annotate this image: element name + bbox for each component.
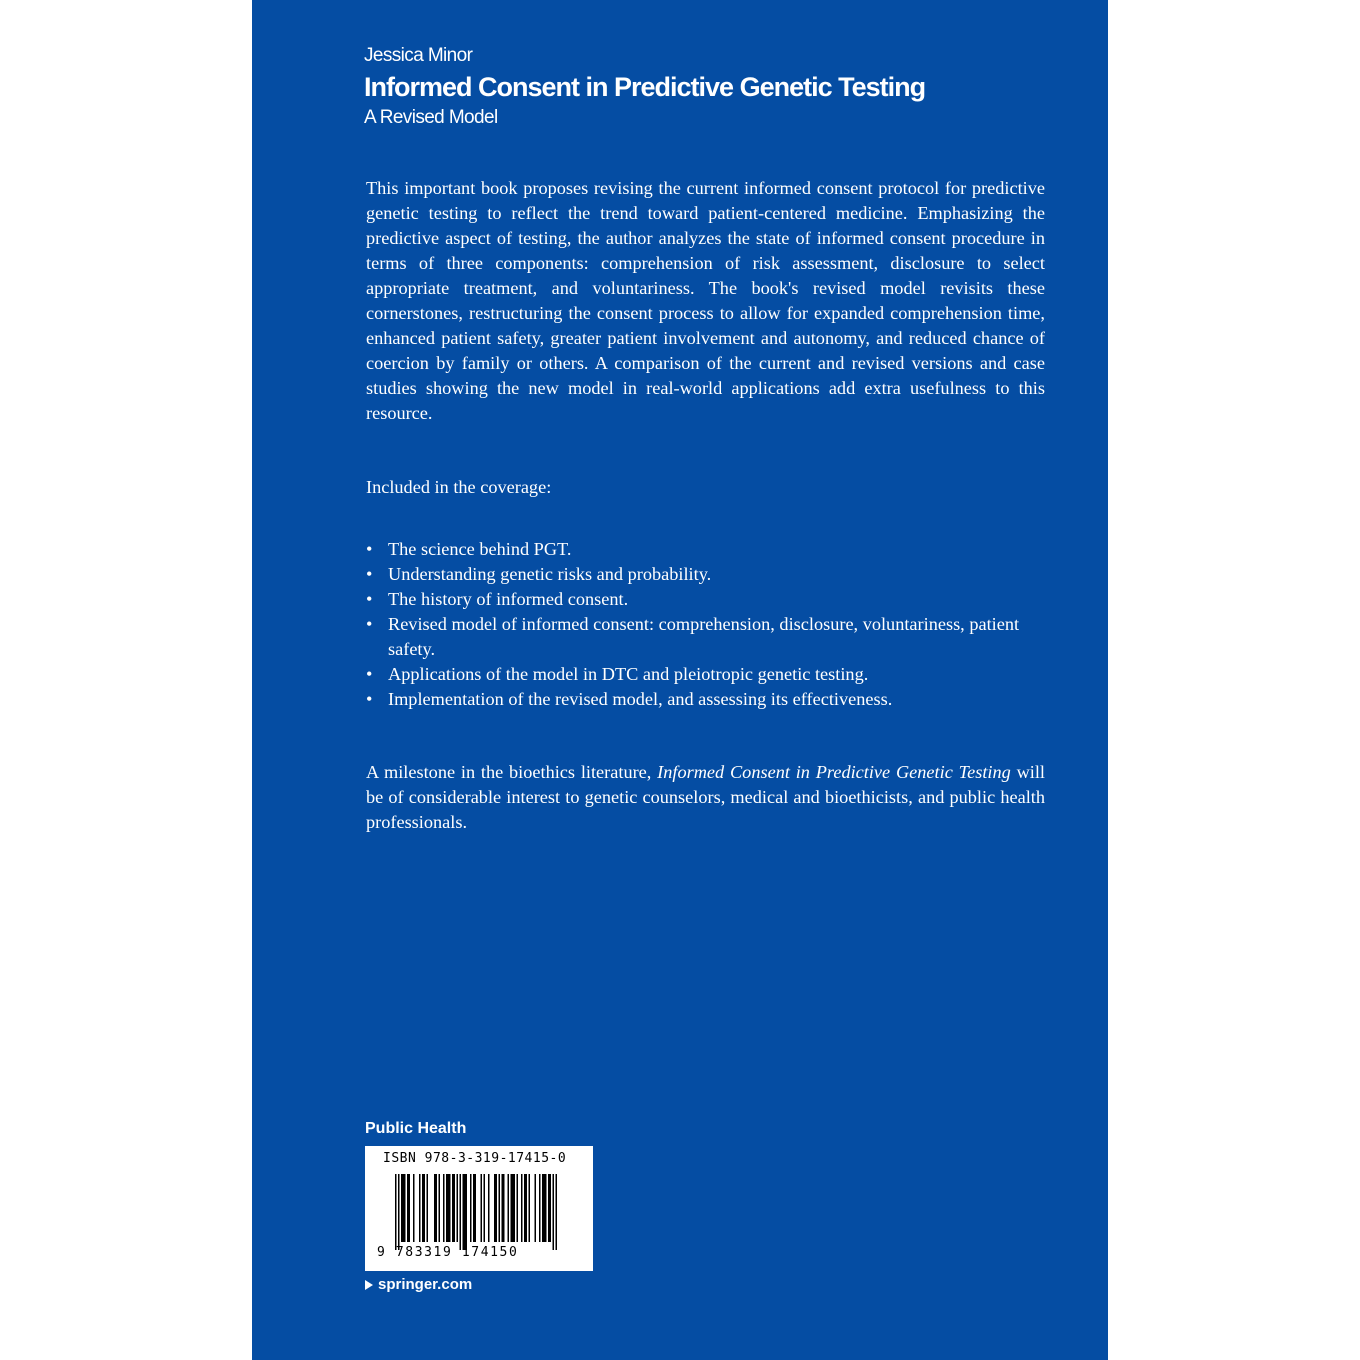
subject-category: Public Health xyxy=(365,1120,467,1137)
barcode-bar xyxy=(470,1174,472,1242)
barcode-bar xyxy=(481,1174,483,1242)
bullet-icon: • xyxy=(366,564,373,584)
barcode-bar xyxy=(553,1174,555,1250)
barcode-bar xyxy=(422,1174,425,1242)
coverage-item-text: Implementation of the revised model, and assessing its effectiveness. xyxy=(388,689,893,709)
coverage-item-text: The science behind PGT. xyxy=(388,539,572,559)
isbn-label: ISBN 978-3-319-17415-0 xyxy=(383,1151,567,1166)
bullet-icon: • xyxy=(366,664,373,684)
barcode-bar xyxy=(413,1174,415,1242)
barcode-bar xyxy=(494,1174,497,1242)
barcode-icon xyxy=(395,1174,563,1250)
closing-text-start: A milestone in the bioethics literature, xyxy=(366,762,658,782)
barcode-bar xyxy=(419,1174,421,1242)
book-subtitle: A Revised Model xyxy=(364,107,498,128)
coverage-intro: Included in the coverage: xyxy=(366,477,552,497)
barcode-bar xyxy=(499,1174,501,1242)
bullet-icon: • xyxy=(366,614,373,634)
coverage-item-text: Understanding genetic risks and probability. xyxy=(388,564,712,584)
book-header xyxy=(364,44,1004,131)
description-paragraph: This important book proposes revising the current informed consent protocol for predictive genetic testing to reflect the trend toward patient-centered medicine. Emphasizing the predictive aspect of testing, the author analyzes the state of informed consent procedure in terms of three components: comprehension of risk assessment, disclosure to select appropriate treatment, and voluntariness. The book's revised model revisits these cornerstones, restructuring the consent process to allow for expanded comprehension time, enhanced patient safety, greater patient involvement and autonomy, and reduced chance of coercion by family or others. A comparison of the current and revised versions and case studies showing the new model in real-world applications add extra usefulness to this resource. xyxy=(366,178,1045,423)
coverage-item-text: The history of informed consent. xyxy=(388,589,629,609)
barcode-bar xyxy=(556,1174,558,1250)
bullet-icon: • xyxy=(366,589,373,609)
barcode-bar xyxy=(511,1174,516,1242)
barcode-bar xyxy=(460,1174,462,1250)
book-title: Informed Consent in Predictive Genetic Testing xyxy=(364,72,926,102)
barcode-bar xyxy=(398,1174,400,1250)
list-item xyxy=(366,662,1045,687)
barcode-bar xyxy=(452,1174,455,1242)
coverage-list xyxy=(366,537,1045,712)
barcode-bar xyxy=(427,1174,429,1242)
list-item xyxy=(366,537,1045,562)
back-cover xyxy=(252,0,1108,1360)
barcode-bar xyxy=(457,1174,459,1242)
closing-book-title: Informed Consent in Predictive Genetic Testing xyxy=(657,762,1011,782)
barcode-bar xyxy=(439,1174,441,1242)
publisher-link[interactable] xyxy=(365,1275,472,1295)
barcode-bar xyxy=(484,1174,486,1242)
barcode-bar xyxy=(524,1174,527,1242)
barcode-bar xyxy=(535,1174,537,1242)
barcode-bar xyxy=(542,1174,547,1242)
isbn-barcode xyxy=(365,1146,593,1271)
barcode-bar xyxy=(473,1174,476,1242)
barcode-bar xyxy=(548,1174,551,1242)
list-item xyxy=(366,687,1045,712)
barcode-bar xyxy=(539,1174,541,1242)
bullet-icon: • xyxy=(366,689,373,709)
barcode-bar xyxy=(446,1174,451,1242)
list-item xyxy=(366,562,1045,587)
barcode-bar xyxy=(488,1174,490,1242)
list-item xyxy=(366,612,1045,662)
barcode-bar xyxy=(407,1174,410,1242)
coverage-item-text: Applications of the model in DTC and pleiotropic genetic testing. xyxy=(388,664,869,684)
barcode-bar xyxy=(529,1174,531,1242)
barcode-bar xyxy=(502,1174,505,1242)
barcode-bar xyxy=(463,1174,468,1250)
list-item xyxy=(366,587,1045,612)
closing-text-end: will be of considerable interest to genetic counselors, medical and bioethicists, and public health professionals. xyxy=(366,762,1046,832)
blurb xyxy=(366,176,1046,832)
barcode-bar xyxy=(443,1174,445,1242)
barcode-bar xyxy=(434,1174,437,1242)
bullet-icon: • xyxy=(366,539,373,559)
publisher-website: springer.com xyxy=(378,1276,473,1293)
author-name: Jessica Minor xyxy=(364,45,473,66)
barcode-bar xyxy=(508,1174,510,1242)
coverage-item-text: Revised model of informed consent: comprehension, disclosure, voluntariness, patient safety. xyxy=(388,614,1020,659)
barcode-bar xyxy=(401,1174,406,1242)
barcode-bar xyxy=(395,1174,397,1250)
closing-paragraph xyxy=(366,760,1045,835)
barcode-bar xyxy=(517,1174,519,1242)
triangle-right-icon xyxy=(365,1280,373,1290)
barcode-digits: 9 783319 174150 xyxy=(377,1245,519,1260)
barcode-bar xyxy=(521,1174,523,1242)
